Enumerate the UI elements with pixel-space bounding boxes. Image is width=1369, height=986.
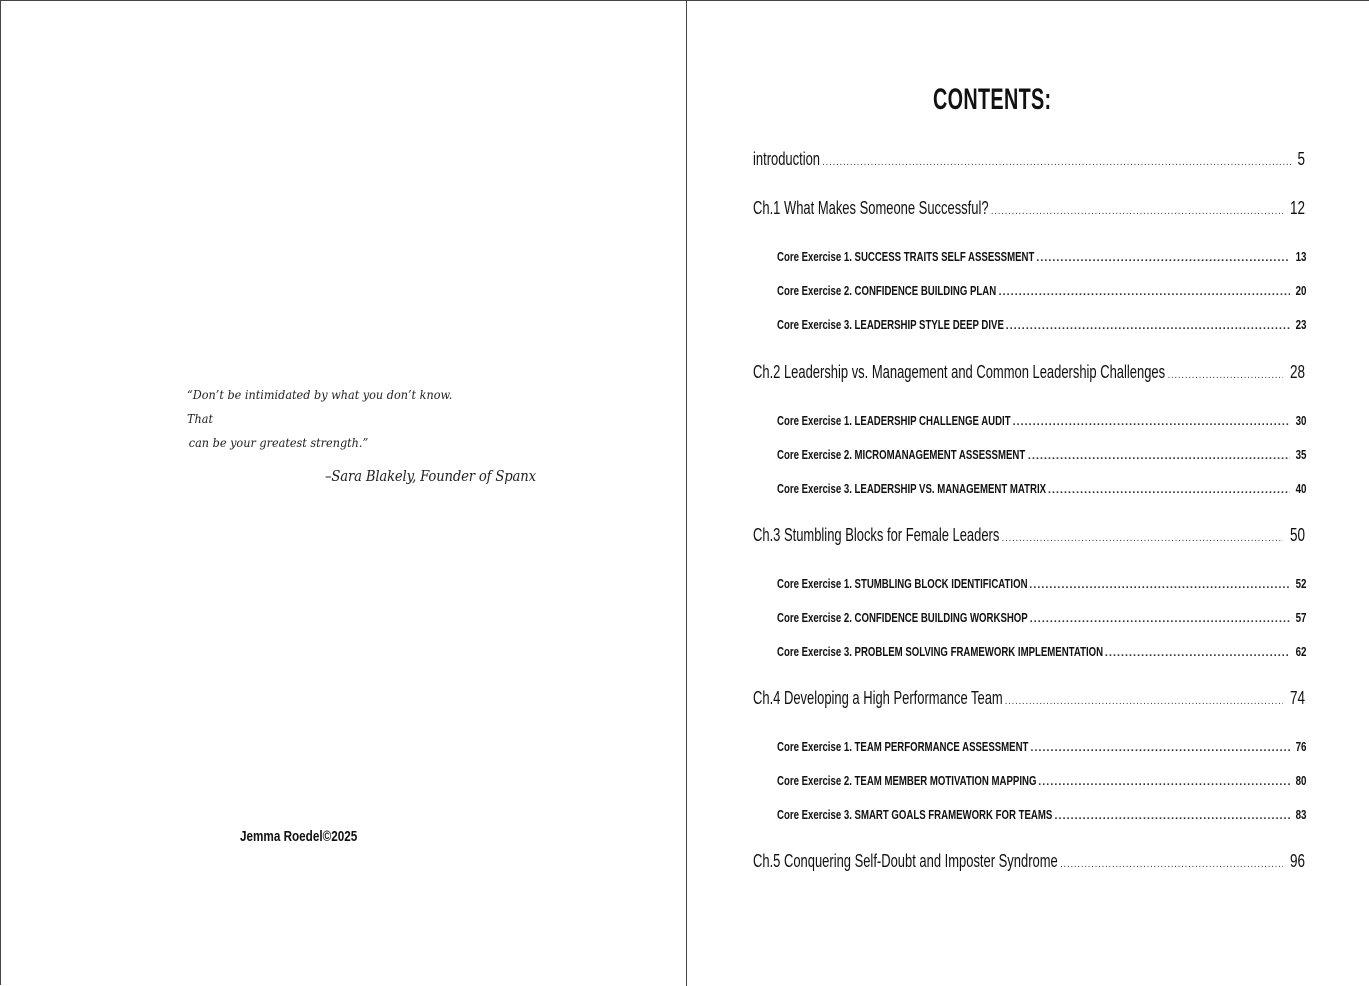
toc-entry-label: Core Exercise 1. LEADERSHIP CHALLENGE AUDIT (777, 413, 1011, 428)
dot-leader (1038, 778, 1290, 788)
toc-page-number: 62 (1295, 644, 1306, 659)
dot-leader (1005, 697, 1283, 707)
toc-page-number: 40 (1295, 481, 1306, 496)
toc-page-number: 23 (1295, 317, 1306, 332)
toc-page-number: 20 (1295, 283, 1306, 298)
toc-entry-ch4-exercise-2[interactable] (777, 773, 1306, 788)
quote-line-1: “Don’t be intimidated by what you don’t know. That (187, 387, 453, 426)
dot-leader (1030, 744, 1289, 754)
toc-page-number: 30 (1295, 413, 1306, 428)
toc-entry-chapter-3[interactable] (753, 525, 1305, 546)
dot-leader (1036, 254, 1289, 264)
toc-entry-ch3-exercise-3[interactable] (777, 644, 1306, 659)
toc-entry-label: Ch.2 Leadership vs. Management and Common Leadership Challenges (753, 362, 1166, 382)
right-page (687, 1, 1369, 986)
toc-entry-label: Core Exercise 2. MICROMANAGEMENT ASSESSMENT (777, 447, 1026, 462)
toc-entry-ch1-exercise-1[interactable] (777, 249, 1306, 264)
toc-entry-label: Core Exercise 3. LEADERSHIP VS. MANAGEMENT MATRIX (777, 481, 1047, 496)
dot-leader (1167, 371, 1283, 381)
toc-entry-label: Core Exercise 2. TEAM MEMBER MOTIVATION MAPPING (777, 773, 1037, 788)
toc-entry-chapter-4[interactable] (753, 688, 1305, 709)
toc-entry-label: Ch.3 Stumbling Blocks for Female Leaders (753, 525, 1000, 545)
toc-entry-ch4-exercise-1[interactable] (777, 739, 1306, 754)
dot-leader (1012, 418, 1289, 428)
toc-page-number: 13 (1295, 249, 1306, 264)
toc-entry-label: Ch.1 What Makes Someone Successful? (753, 198, 989, 218)
toc-page-number: 96 (1289, 851, 1305, 871)
toc-entry-chapter-2[interactable] (753, 362, 1305, 383)
toc-page-number: 83 (1295, 807, 1306, 822)
toc-entry-label: Ch.5 Conquering Self-Doubt and Imposter Syndrome (753, 851, 1058, 871)
toc-entry-introduction[interactable] (753, 149, 1305, 170)
dot-leader (1054, 812, 1289, 822)
toc-entry-ch1-exercise-3[interactable] (777, 317, 1306, 332)
toc-entry-label: Core Exercise 2. CONFIDENCE BUILDING WORKSHOP (777, 610, 1028, 625)
dot-leader (1105, 649, 1290, 659)
copyright-notice: Jemma Roedel©2025 (240, 828, 358, 845)
toc-entry-ch2-exercise-2[interactable] (777, 447, 1306, 462)
dot-leader (1060, 860, 1283, 870)
dot-leader (822, 158, 1293, 168)
toc-page-number: 28 (1289, 362, 1305, 382)
left-page (1, 1, 686, 986)
toc-page-number: 12 (1289, 198, 1305, 218)
toc-page-number: 50 (1289, 525, 1305, 545)
toc-page-number: 57 (1295, 610, 1306, 625)
dot-leader (991, 207, 1283, 217)
toc-page-number: 80 (1295, 773, 1306, 788)
toc-entry-ch4-exercise-3[interactable] (777, 807, 1306, 822)
dot-leader (1048, 486, 1290, 496)
toc-page-number: 52 (1295, 576, 1306, 591)
dot-leader (1028, 452, 1290, 462)
dot-leader (1002, 534, 1283, 544)
epigraph-quote (187, 383, 457, 455)
quote-attribution: –Sara Blakely, Founder of Spanx (325, 467, 536, 485)
toc-entry-ch3-exercise-2[interactable] (777, 610, 1306, 625)
toc-entry-chapter-5[interactable] (753, 851, 1305, 872)
toc-entry-ch2-exercise-3[interactable] (777, 481, 1306, 496)
dot-leader (998, 288, 1289, 298)
contents-title: CONTENTS: (933, 83, 1052, 116)
toc-entry-label: Core Exercise 3. SMART GOALS FRAMEWORK FOR TEAMS (777, 807, 1053, 822)
toc-entry-chapter-1[interactable] (753, 198, 1305, 219)
quote-line-2: can be your greatest strength.” (188, 435, 369, 450)
dot-leader (1030, 615, 1290, 625)
toc-entry-label: Core Exercise 2. CONFIDENCE BUILDING PLAN (777, 283, 997, 298)
toc-page-number: 35 (1295, 447, 1306, 462)
toc-entry-label: Core Exercise 1. TEAM PERFORMANCE ASSESSMENT (777, 739, 1029, 754)
toc-entry-ch1-exercise-2[interactable] (777, 283, 1306, 298)
toc-entry-ch2-exercise-1[interactable] (777, 413, 1306, 428)
toc-page-number: 5 (1297, 149, 1305, 169)
toc-entry-label: Ch.4 Developing a High Performance Team (753, 688, 1003, 708)
toc-entry-label: Core Exercise 3. LEADERSHIP STYLE DEEP DIVE (777, 317, 1004, 332)
toc-page-number: 76 (1295, 739, 1306, 754)
toc-entry-label: introduction (753, 149, 821, 169)
toc-entry-ch3-exercise-1[interactable] (777, 576, 1306, 591)
toc-page-number: 74 (1289, 688, 1305, 708)
dot-leader (1005, 322, 1289, 332)
toc-entry-label: Core Exercise 3. PROBLEM SOLVING FRAMEWORK IMPLEMENTATION (777, 644, 1104, 659)
toc-entry-label: Core Exercise 1. STUMBLING BLOCK IDENTIFICATION (777, 576, 1028, 591)
toc-entry-label: Core Exercise 1. SUCCESS TRAITS SELF ASSESSMENT (777, 249, 1035, 264)
dot-leader (1029, 581, 1289, 591)
